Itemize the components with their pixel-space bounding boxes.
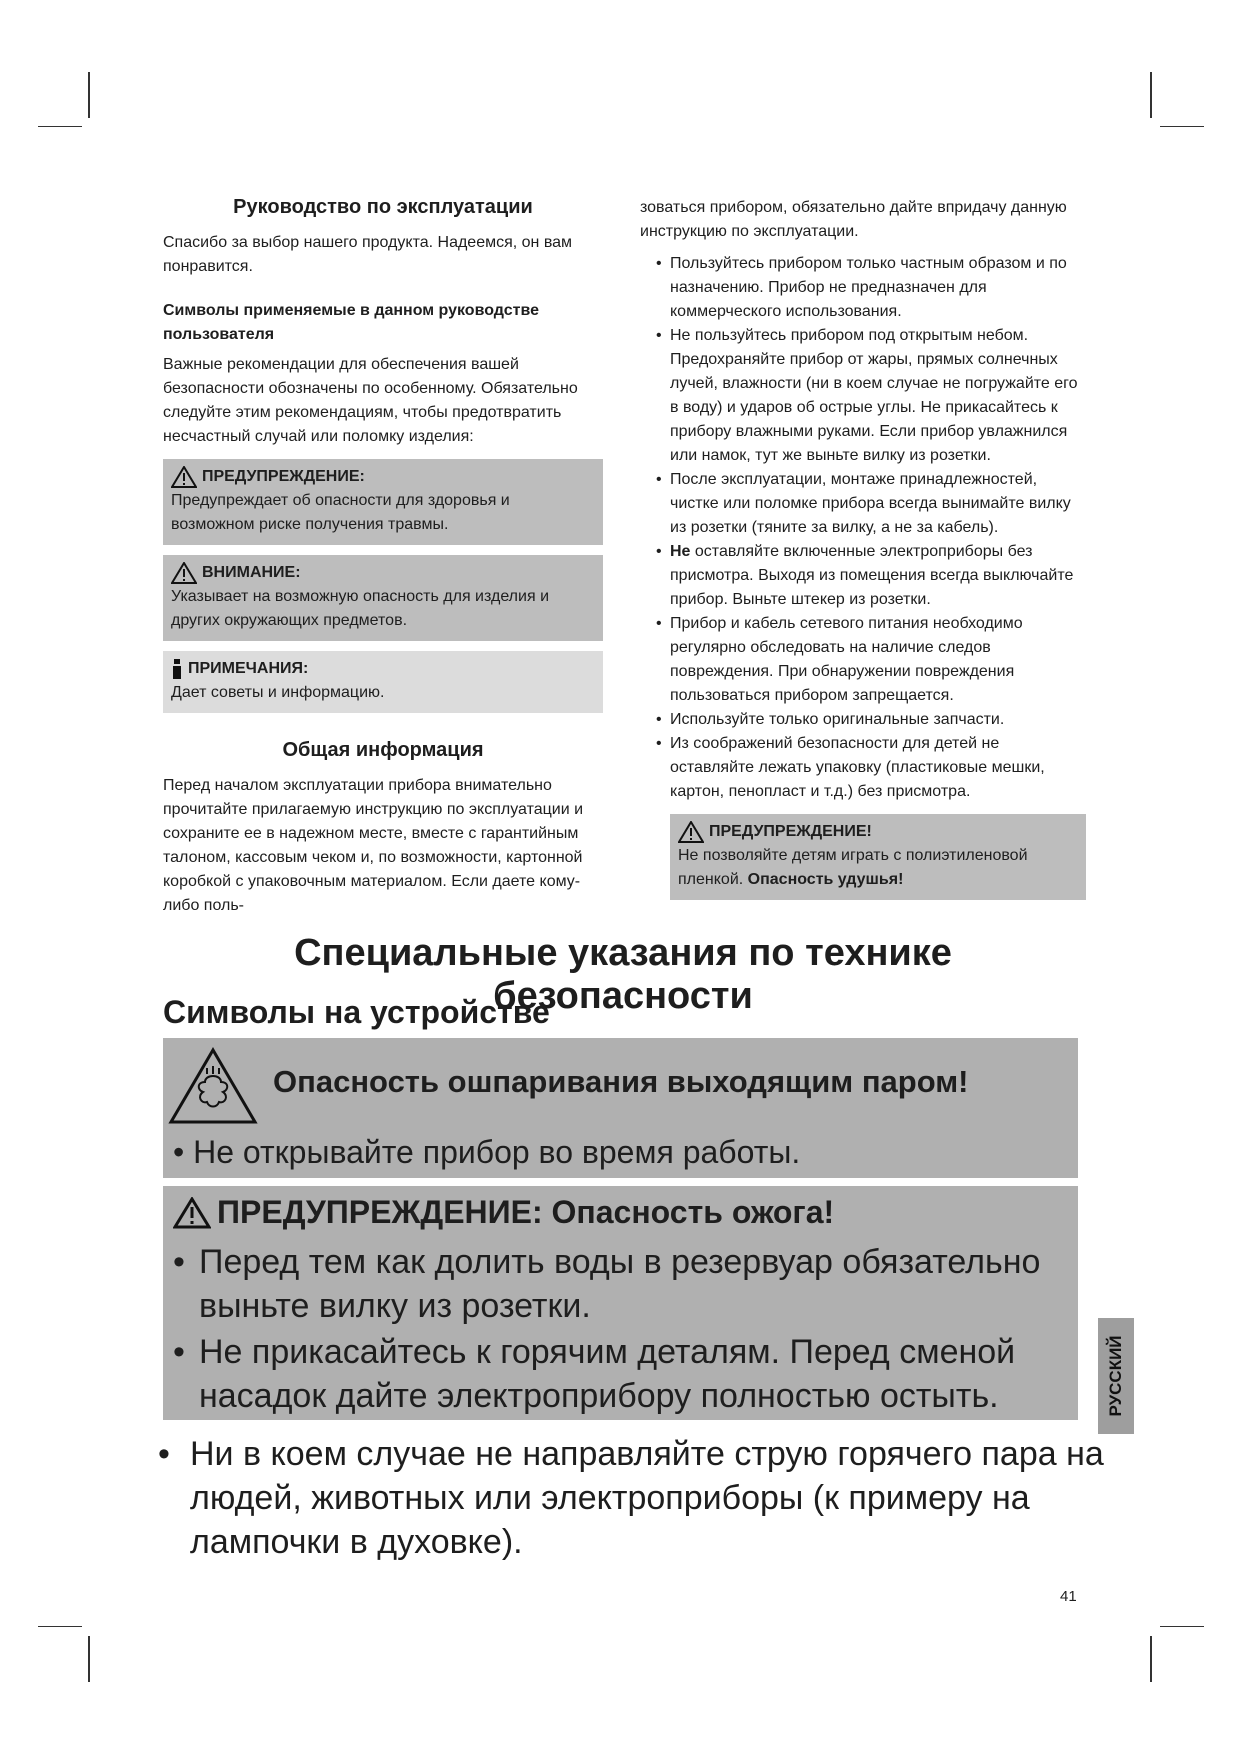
warning-triangle-icon: [173, 1197, 211, 1229]
special-safety-title: Специальные указания по технике безопасности: [294, 932, 952, 1017]
warning-triangle-icon: [678, 821, 704, 843]
scald-bullet: • Не открывайте прибор во время работы.: [173, 1134, 801, 1170]
warning-title: ПРЕДУПРЕЖДЕНИЕ:: [202, 468, 365, 485]
note-box: [163, 651, 603, 713]
caution-title: ВНИМАНИЕ:: [202, 564, 301, 581]
list-item: • Используйте только оригинальные запчасти.: [656, 711, 1005, 728]
crop-mark: [38, 126, 82, 127]
crop-mark: [38, 1626, 82, 1627]
language-tab: РУССКИЙ: [1098, 1318, 1134, 1434]
burn-bullet: • Не прикасайтесь к горячим деталям. Перед сменой насадок дайте электроприбору полностью остыть.: [173, 1333, 1016, 1415]
continuation-text: зоваться прибором, обязательно дайте впридачу данную инструкцию по эксплуатации.: [640, 199, 1067, 240]
steam-direction-bullet: • Ни в коем случае не направляйте струю горячего пара на людей, животных или электроприборы (к примеру на лампочки в духовке).: [158, 1435, 1104, 1561]
warning-triangle-icon: [171, 562, 197, 584]
crop-mark: [1160, 126, 1204, 127]
crop-mark: [1150, 72, 1152, 118]
warning-triangle-icon: [171, 466, 197, 488]
manual-title: Руководство по эксплуатации: [233, 196, 533, 218]
page-number: 41: [1060, 1588, 1077, 1605]
crop-mark: [88, 72, 90, 118]
suffocation-warning-title: ПРЕДУПРЕЖДЕНИЕ!: [709, 823, 872, 840]
list-item: • Из соображений безопасности для детей не оставляйте лежать упаковку (пластиковые мешки, картон, пенопласт и т.д.) без присмотра.: [656, 735, 1045, 800]
warning-box: [163, 459, 603, 545]
intro-text: Спасибо за выбор нашего продукта. Надеемся, он вам понравится.: [163, 234, 573, 275]
suffocation-warning-text: Не позволяйте детям играть с полиэтиленовой пленкой.: [678, 847, 1028, 888]
suffocation-warning-box: [670, 814, 1086, 900]
right-column: [640, 196, 1086, 900]
general-info-text: Перед началом эксплуатации прибора внимательно прочитайте прилагаемую инструкцию по эксплуатации и сохраните ее в надежном месте, вместе с гарантийным талоном, кассовым чеком и, по возможности, картонной коробкой с упаковочным материалом. Если даете кому-либо поль-: [163, 777, 584, 914]
steam-hazard-icon: [167, 1046, 259, 1126]
warning-text: Предупреждает об опасности для здоровья и возможном риске получения травмы.: [171, 492, 510, 533]
general-info-title: Общая информация: [282, 739, 484, 761]
info-icon: [171, 658, 183, 680]
list-item: • После эксплуатации, монтаже принадлежностей, чистке или поломке прибора всегда вынимайте вилку из розетки (тяните за вилку, а не за кабель).: [656, 471, 1071, 536]
device-symbols-subtitle: Символы на устройстве: [163, 994, 550, 1030]
list-item: • Пользуйтесь прибором только частным образом и по назначению. Прибор не предназначен для коммерческого использования.: [656, 255, 1067, 320]
scald-panel: [163, 1038, 1078, 1178]
scald-title: Опасность ошпаривания выходящим паром!: [273, 1064, 969, 1099]
crop-mark: [1150, 1636, 1152, 1682]
burn-warning-panel: [163, 1186, 1078, 1420]
caution-box: [163, 555, 603, 641]
burn-warning-title: ПРЕДУПРЕЖДЕНИЕ: Опасность ожога!: [217, 1194, 835, 1230]
crop-mark: [1160, 1626, 1204, 1627]
safety-list: [640, 252, 1086, 804]
list-item: • Не пользуйтесь прибором под открытым небом. Предохраняйте прибор от жары, прямых солнечных лучей, влажности (ни в коем случае не погружайте его в воду) и ударов об острые углы. Не прикасайтесь к прибору влажными руками. Если прибор увлажнился или намок, тут же выньте вилку из розетки.: [656, 327, 1078, 464]
list-item: • Прибор и кабель сетевого питания необходимо регулярно обследовать на наличие следов повреждения. При обнаружении повреждения пользоваться прибором запрещается.: [656, 615, 1023, 704]
note-text: Дает советы и информацию.: [171, 684, 385, 701]
symbols-heading: Символы применяемые в данном руководстве пользователя: [163, 302, 539, 343]
burn-bullet: • Перед тем как долить воды в резервуар обязательно выньте вилку из розетки.: [173, 1243, 1041, 1325]
left-column: [163, 196, 603, 918]
list-item: • Не оставляйте включенные электроприборы без присмотра. Выходя из помещения всегда выключайте прибор. Выньте штекер из розетки.: [656, 543, 1074, 608]
crop-mark: [88, 1636, 90, 1682]
suffocation-warning-bold: Опасность удушья!: [747, 871, 904, 888]
note-title: ПРИМЕЧАНИЯ:: [188, 660, 309, 677]
caution-text: Указывает на возможную опасность для изделия и других окружающих предметов.: [171, 588, 549, 629]
symbols-text: Важные рекомендации для обеспечения вашей безопасности обозначены по особенному. Обязательно следуйте этим рекомендациям, чтобы предотвратить несчастный случай или поломку изделия:: [163, 356, 578, 445]
